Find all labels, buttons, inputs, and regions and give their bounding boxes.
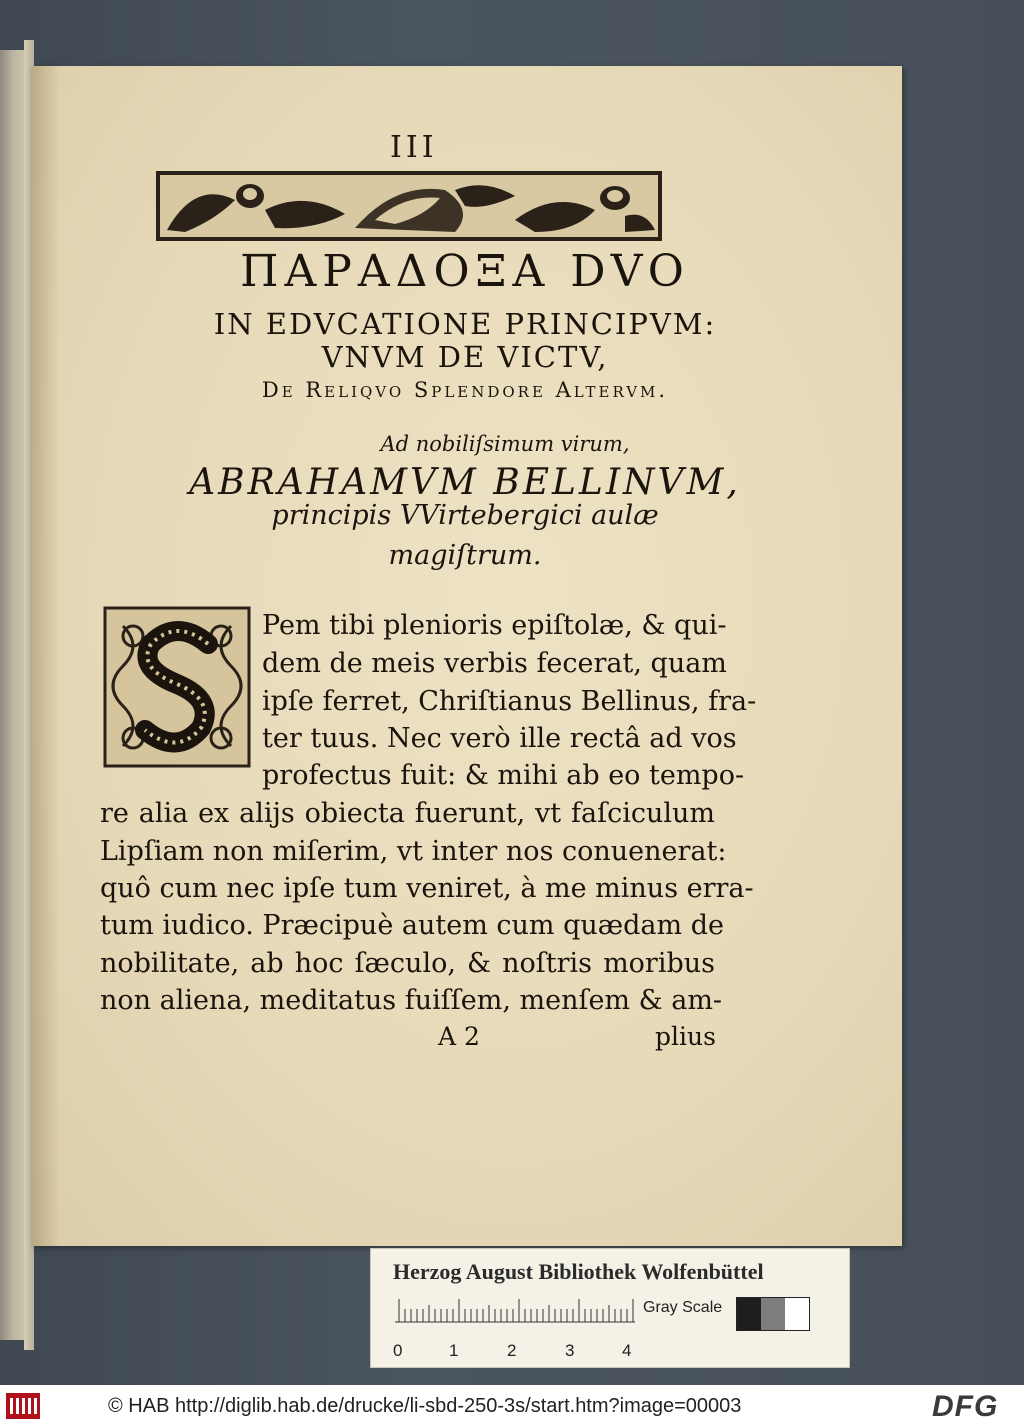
catchword: plius xyxy=(655,1022,716,1051)
ruler-number: 4 xyxy=(622,1341,632,1360)
library-name: Herzog August Bibliothek Wolfenbüttel xyxy=(393,1259,764,1284)
gray-scale-label: Gray Scale xyxy=(643,1299,723,1316)
ruler-number: 0 xyxy=(393,1341,403,1360)
footer-bar xyxy=(0,1385,1024,1426)
body-line: Lipſiam non miſerim, vt inter nos conuenerat: xyxy=(100,836,727,867)
body-line: non aliena, meditatus fuiſſem, menſem & am- xyxy=(100,985,723,1016)
headpiece-ornament xyxy=(155,170,663,242)
title-line-4: De Reliqvo Splendore Altervm. xyxy=(261,378,669,402)
body-line: ipſe ferret, Chriſtianus Bellinus, fra- xyxy=(262,686,757,717)
body-line: dem de meis verbis fecerat, quam xyxy=(262,648,727,679)
dfg-logo: DFG xyxy=(932,1390,999,1423)
body-line: nobilitate, ab hoc ſæculo, & noſtris moribus xyxy=(100,948,715,979)
ruler-scale xyxy=(395,1297,635,1323)
ruler-number: 1 xyxy=(449,1341,459,1360)
body-line: ter tuus. Nec verò ille rectâ ad vos xyxy=(262,723,737,754)
library-color-label xyxy=(370,1248,850,1368)
title-greek: ΠΑΡΑΔΟΞΑ DVO xyxy=(240,246,690,297)
body-line: quô cum nec ipſe tum veniret, à me minus erra- xyxy=(100,873,754,904)
body-line: Pem tibi plenioris epiſtolæ, & qui- xyxy=(262,610,727,641)
signature-mark: A 2 xyxy=(438,1022,480,1051)
dedication-line-3: principis VVirtebergici aulæ xyxy=(271,500,659,531)
gray-scale-patches xyxy=(736,1297,810,1331)
body-line: re alia ex alijs obiecta fuerunt, vt faſciculum xyxy=(100,798,715,829)
dedication-line-4: magiſtrum. xyxy=(388,540,542,571)
source-url[interactable]: © HAB http://diglib.hab.de/drucke/li-sbd-250-3s/start.htm?image=00003 xyxy=(108,1395,742,1417)
dedication-line-1: Ad nobiliſsimum virum, xyxy=(380,432,630,456)
ruler-number: 2 xyxy=(507,1341,517,1360)
dedication-name: ABRAHAMVM BELLINVM, xyxy=(189,462,741,503)
decorated-initial-s xyxy=(103,606,251,768)
title-line-2: IN EDVCATIONE PRINCIPVM: xyxy=(213,307,717,341)
page-number: III xyxy=(390,130,438,165)
body-line: profectus fuit: & mihi ab eo tempo- xyxy=(262,760,745,791)
hab-logo-icon xyxy=(6,1393,40,1419)
title-line-3: VNVM DE VICTV, xyxy=(321,340,609,374)
body-line: tum iudico. Præcipuè autem cum quædam de xyxy=(100,910,724,941)
ruler-number: 3 xyxy=(565,1341,575,1360)
